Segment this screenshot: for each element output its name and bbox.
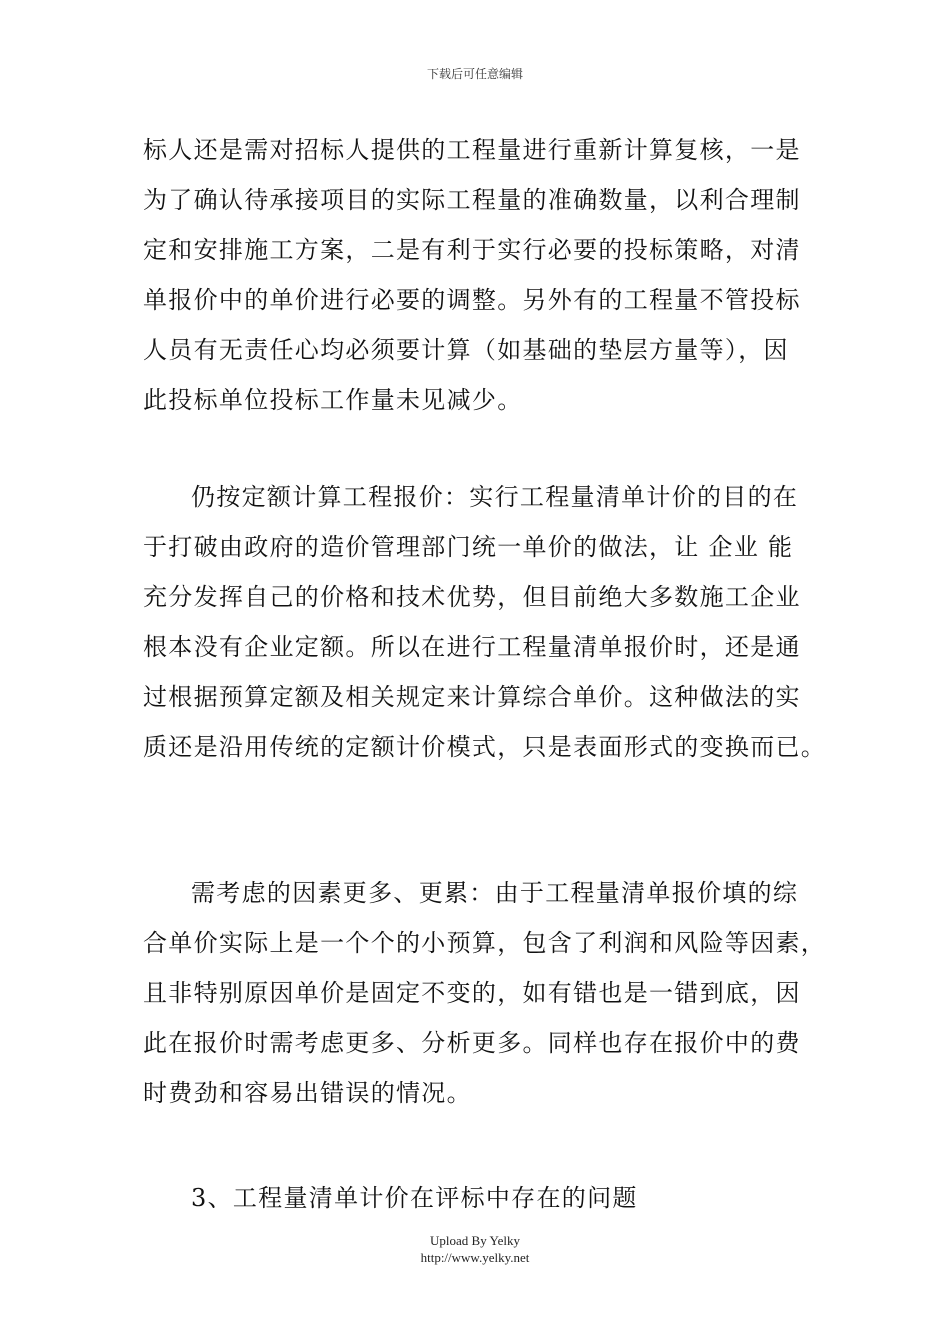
paragraph-3 (143, 868, 827, 1118)
text-line: 合单价实际上是一个个的小预算，包含了利润和风险等因素， (143, 929, 827, 957)
text-line: 定和安排施工方案，二是有利于实行必要的投标策略，对清 (143, 236, 801, 264)
text-line: 标人还是需对招标人提供的工程量进行重新计算复核，一是 (143, 136, 801, 164)
text-line: 过根据预算定额及相关规定来计算综合单价。这种做法的实 (143, 683, 801, 711)
paragraph-2 (143, 472, 827, 772)
text-line: 于打破由政府的造价管理部门统一单价的做法，让 企业 能 (143, 533, 794, 561)
text-line: 时费劲和容易出错误的情况。 (143, 1079, 472, 1107)
text-line: 需考虑的因素更多、更累：由于工程量清单报价填的综 (191, 879, 799, 907)
text-line: 此投标单位投标工作量未见减少。 (143, 386, 523, 414)
page-header: 下载后可任意编辑 (426, 67, 523, 81)
text-line: 人员有无责任心均必须要计算（如基础的垫层方量等），因 (143, 336, 789, 364)
text-line: 且非特别原因单价是固定不变的，如有错也是一错到底，因 (143, 979, 801, 1007)
text-line: 根本没有企业定额。所以在进行工程量清单报价时，还是通 (143, 633, 801, 661)
page-footer (0, 1232, 950, 1266)
footer-url: http://www.yelky.net (420, 1250, 530, 1265)
text-line: 充分发挥自己的价格和技术优势，但目前绝大多数施工企业 (143, 583, 801, 611)
section-heading: 3、工程量清单计价在评标中存在的问题 (191, 1184, 638, 1212)
text-line: 为了确认待承接项目的实际工程量的准确数量，以利合理制 (143, 186, 801, 214)
footer-upload-credit: Upload By Yelky (430, 1233, 520, 1248)
text-line: 此在报价时需考虑更多、分析更多。同样也存在报价中的费 (143, 1029, 801, 1057)
text-line: 质还是沿用传统的定额计价模式，只是表面形式的变换而已。 (143, 733, 827, 761)
paragraph-1 (143, 125, 811, 425)
text-line: 仍按定额计算工程报价：实行工程量清单计价的目的在 (191, 483, 799, 511)
text-line: 单报价中的单价进行必要的调整。另外有的工程量不管投标 (143, 286, 801, 314)
